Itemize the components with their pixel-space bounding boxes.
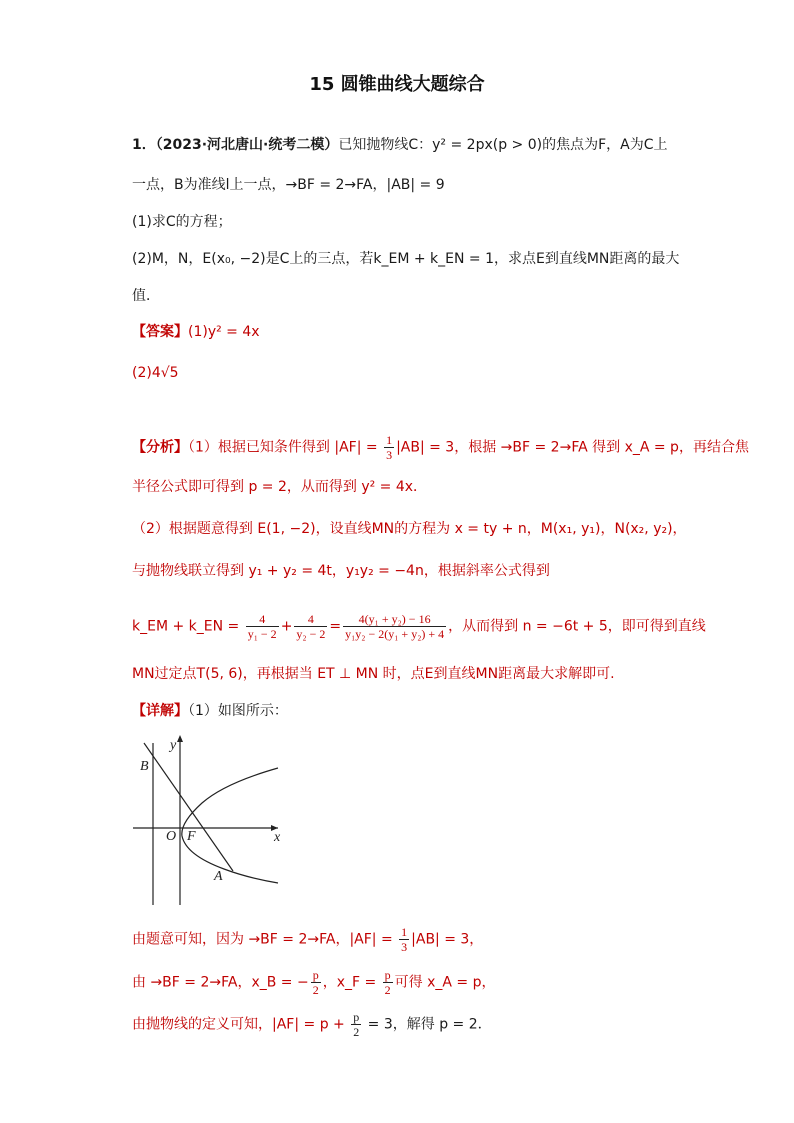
label-a: A [214, 869, 223, 884]
detail-fraction-2 [311, 968, 321, 997]
analysis-text-5b: ，从而得到 n = −6t + 5，即可得到直线 [448, 618, 706, 635]
analysis-text-1b: |AB| = 3，根据 →BF = 2→FA 得到 x_A = p，再结合焦 [396, 439, 749, 456]
analysis-line-1 [132, 433, 749, 462]
fraction-denominator: 2 [312, 983, 319, 997]
detail-fraction-3 [383, 968, 393, 997]
fraction-numerator: 1 [401, 925, 408, 939]
fraction-numerator: p [384, 968, 391, 982]
detail-line-3 [132, 1010, 492, 1039]
answer-2: (2)4√5 [132, 365, 179, 381]
detail-line-1 [132, 925, 483, 954]
problem-line-2 [132, 175, 445, 195]
analysis-line-6: MN过定点T(5, 6)，再根据当 ET ⊥ MN 时，点E到直线MN距离最大求解即可. [132, 666, 615, 682]
fraction-numerator: p [312, 968, 319, 982]
detail-text-2a: 由 →BF = 2→FA，x_B = − [132, 974, 309, 991]
label-y: y [170, 738, 177, 753]
fraction-denominator: y₁y₂ − 2(y₁ + y₂) + 4 [345, 627, 445, 641]
fraction-numerator: 4 [294, 612, 327, 627]
problem-line-1 [132, 135, 668, 155]
answer-line-2 [132, 363, 179, 383]
fraction-2 [294, 612, 327, 641]
analysis-line-2: 半径公式即可得到 p = 2，从而得到 y² = 4x． [132, 479, 428, 495]
problem-text: 已知抛物线C：y² = 2px(p > 0)的焦点为F，A为C上 [338, 137, 668, 153]
problem-source: （2023·河北唐山·统考二模） [155, 137, 339, 153]
answer-line-1 [132, 322, 260, 342]
detail-line-2 [132, 968, 496, 997]
fraction-numerator: p [353, 1010, 360, 1024]
analysis-line-5: k_EM + k_EN = $\frac{4}{\text{y₁ − 2}}$ + $\frac{4}{\text{y₂ − 2}}$ = $\frac{\text{4(y₁ + y₂) − 16}}{\text{y₁y₂ − 2(y₁ + y₂) + 4}}$ ，从而得到 n = −6t + 5，即可得到直线 [132, 612, 706, 641]
detail-text-2c: 可得 x_A = p， [394, 974, 496, 991]
question-1 [132, 212, 232, 232]
detail-text-3a: 由抛物线的定义可知，|AF| = p + [132, 1016, 350, 1033]
detail-fraction-1 [399, 925, 409, 954]
parabola-figure [128, 733, 298, 912]
analysis-text-1a: （1）根据已知条件得到 |AF| = [188, 439, 383, 456]
question-2 [132, 249, 679, 269]
detail-label: 【详解】 [132, 703, 188, 719]
slope-sum: k_EM + k_EN = [132, 618, 244, 635]
fraction-1 [246, 612, 279, 641]
fraction-denominator: y₂ − 2 [296, 627, 326, 641]
detail-intro: （1）如图所示： [188, 703, 288, 719]
analysis-label: 【分析】 [132, 439, 188, 456]
question-2-text-cont: 值． [132, 288, 160, 304]
label-x: x [274, 830, 281, 845]
fraction-numerator: 4(y₁ + y₂) − 16 [343, 612, 446, 627]
answer-label: 【答案】 [132, 324, 188, 340]
analysis-fraction [384, 433, 394, 462]
detail-text-1a: 由题意可知，因为 →BF = 2→FA，|AF| = [132, 931, 398, 948]
detail-text-3b: = 3，解得 p = 2． [363, 1016, 492, 1033]
question-1-text: (1)求C的方程； [132, 214, 232, 230]
label-f: F [187, 829, 196, 844]
fraction-3 [343, 612, 446, 641]
page-title: 15 圆锥曲线大题综合 [309, 74, 485, 95]
answer-1: (1)y² = 4x [188, 324, 260, 340]
label-o: O [166, 829, 177, 844]
detail-text-2b: ，x_F = [322, 974, 381, 991]
problem-number: 1． [132, 137, 156, 153]
fraction-denominator: y₁ − 2 [247, 627, 277, 641]
analysis-line-4: 与抛物线联立得到 y₁ + y₂ = 4t，y₁y₂ = −4n，根据斜率公式得到 [132, 563, 550, 579]
fraction-denominator: 3 [386, 448, 393, 462]
question-2-cont [132, 286, 160, 306]
label-b: B [140, 759, 149, 774]
detail-text-1b: |AB| = 3， [411, 931, 484, 948]
y-axis-arrow-icon [177, 735, 183, 742]
fraction-denominator: 2 [353, 1025, 360, 1039]
analysis-line-3: （2）根据题意得到 E(1, −2)，设直线MN的方程为 x = ty + n，M(x₁, y₁)，N(x₂, y₂)， [132, 521, 687, 537]
problem-text-2: 一点，B为准线l上一点，→BF = 2→FA，|AB| = 9 [132, 177, 445, 193]
parabola-diagram [128, 733, 298, 908]
line-ab [144, 743, 233, 871]
fraction-denominator: 3 [401, 940, 408, 954]
question-2-text: (2)M，N，E(x₀, −2)是C上的三点，若k_EM + k_EN = 1，求点E到直线MN距离的最大 [132, 251, 680, 267]
detail-fraction-4 [351, 1010, 361, 1039]
fraction-numerator: 4 [246, 612, 279, 627]
fraction-numerator: 1 [386, 433, 393, 447]
detail-line-0 [132, 701, 288, 721]
fraction-denominator: 2 [384, 983, 391, 997]
